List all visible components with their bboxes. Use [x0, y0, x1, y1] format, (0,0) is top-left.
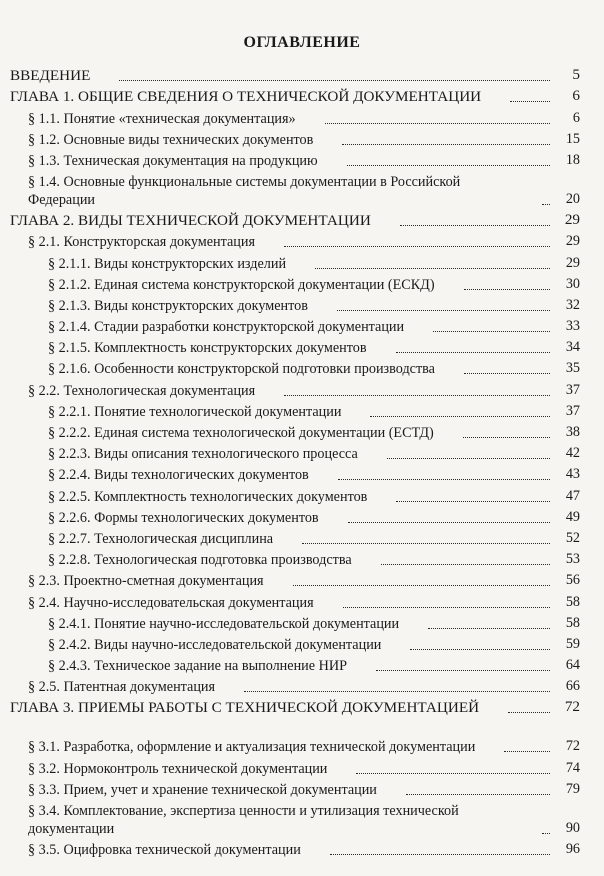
dot-leader — [337, 300, 550, 311]
toc-entry-title: § 3.5. Оцифровка технической документации — [28, 842, 301, 858]
toc-entry[interactable] — [0, 527, 604, 548]
toc-entry-title: § 2.2.3. Виды описания технологического процесса — [48, 446, 358, 463]
toc-entry-page-number: 56 — [565, 572, 580, 589]
toc-entry-page-number: 37 — [565, 381, 580, 398]
toc-entry-title: § 2.2.4. Виды технологических документов — [48, 467, 309, 484]
dot-leader — [284, 236, 550, 247]
toc-entry-page-number: 34 — [565, 339, 580, 356]
dot-leader — [508, 702, 550, 713]
toc-entry-page-number: 72 — [565, 738, 580, 755]
toc-entry[interactable] — [0, 590, 604, 611]
toc-entry-page-number: 49 — [565, 508, 580, 525]
toc-entry[interactable] — [0, 400, 604, 421]
toc-entry[interactable] — [0, 548, 604, 569]
dot-leader — [400, 215, 550, 226]
toc-entry-page-number: 72 — [564, 698, 580, 716]
toc-entry-title: § 2.2. Технологическая документация — [28, 382, 256, 399]
toc-entry-title: § 1.3. Техническая документация на продукцию — [28, 152, 318, 169]
toc-entry[interactable] — [0, 612, 604, 633]
toc-entry[interactable] — [0, 378, 604, 399]
toc-entry-page-number: 29 — [565, 233, 580, 250]
toc-entry-title: § 3.3. Прием, учет и хранение технической документации — [28, 781, 377, 798]
toc-entry-title: ГЛАВА 1. ОБЩИЕ СВЕДЕНИЯ О ТЕХНИЧЕСКОЙ ДОКУМЕНТАЦИИ — [10, 88, 482, 106]
dot-leader — [293, 575, 550, 586]
dot-leader — [542, 823, 550, 834]
dot-leader — [387, 448, 550, 459]
dot-leader — [370, 406, 550, 417]
toc-entry-title: § 2.4. Научно-исследовательская документация — [28, 594, 314, 611]
toc-entry-page-number: 38 — [565, 424, 580, 440]
toc-entry-page-number: 74 — [565, 759, 580, 776]
toc-entry[interactable] — [0, 357, 604, 378]
toc-entry-page-number: 43 — [565, 466, 580, 483]
toc-entry[interactable] — [0, 315, 604, 336]
toc-entry-title: ГЛАВА 3. ПРИЕМЫ РАБОТЫ С ТЕХНИЧЕСКОЙ ДОКУМЕНТАЦИЕЙ — [10, 699, 480, 717]
toc-entry-title: § 1.2. Основные виды технических документов — [28, 131, 314, 148]
page-title: ОГЛАВЛЕНИЕ — [243, 34, 361, 51]
toc-entry-page-number: 20 — [565, 190, 580, 207]
toc-entry-title: § 2.1.6. Особенности конструкторской подготовки производства — [48, 361, 435, 378]
toc-entry-title: § 2.2.2. Единая система технологической документации (ЕСТД) — [48, 425, 434, 441]
toc-entry[interactable] — [0, 463, 604, 484]
dot-leader — [410, 639, 550, 650]
dot-leader — [325, 113, 550, 124]
toc-entry-title: § 1.4. Основные функциональные системы документации в Российской Федерации — [28, 173, 461, 208]
toc-entry-page-number: 35 — [565, 360, 580, 377]
toc-entry-page-number: 29 — [564, 211, 580, 229]
toc-entry-page-number: 5 — [572, 66, 580, 84]
toc-entry-page-number: 58 — [565, 593, 580, 610]
toc-entry[interactable] — [0, 799, 604, 838]
toc-entry-title: § 2.2.1. Понятие технологической документации — [48, 403, 342, 420]
toc-entry-title: § 2.2.7. Технологическая дисциплина — [48, 530, 274, 547]
toc-entry-page-number: 37 — [565, 402, 580, 419]
dot-leader — [406, 784, 550, 795]
toc-entry-page-number: 58 — [565, 614, 580, 631]
dot-leader — [504, 741, 550, 752]
toc-entry-page-number: 59 — [565, 635, 580, 652]
table-of-contents — [0, 64, 604, 859]
dot-leader — [347, 155, 550, 166]
toc-entry-page-number: 15 — [565, 130, 580, 147]
toc-entry[interactable] — [0, 421, 604, 442]
toc-entry-page-number: 18 — [565, 151, 580, 168]
toc-entry[interactable] — [0, 230, 604, 251]
dot-leader — [119, 70, 550, 81]
toc-entry[interactable] — [0, 675, 604, 696]
dot-leader — [302, 533, 550, 544]
dot-leader — [428, 618, 550, 629]
toc-entry[interactable] — [0, 273, 604, 294]
toc-entry-page-number: 52 — [565, 529, 580, 546]
dot-leader — [356, 763, 550, 774]
dot-leader — [348, 512, 550, 523]
dot-leader — [396, 491, 550, 502]
dot-leader — [342, 134, 550, 145]
toc-entry-title: § 2.2.5. Комплектность технологических документов — [48, 488, 368, 505]
toc-entry-title: § 2.3. Проектно-сметная документация — [28, 573, 264, 590]
toc-entry-title: § 2.1.4. Стадии разработки конструкторской документации — [48, 319, 405, 336]
toc-entry-title: § 2.1.5. Комплектность конструкторских документов — [48, 340, 367, 357]
toc-entry[interactable] — [0, 294, 604, 315]
toc-entry[interactable] — [0, 209, 604, 230]
dot-leader — [381, 554, 550, 565]
toc-entry-title: § 2.2.8. Технологическая подготовка производства — [48, 552, 352, 569]
dot-leader — [433, 321, 550, 332]
toc-entry-title: § 3.2. Нормоконтроль технической документации — [28, 760, 328, 777]
toc-entry-page-number: 90 — [565, 819, 580, 836]
toc-entry[interactable] — [0, 756, 604, 777]
toc-entry[interactable] — [0, 484, 604, 505]
toc-entry[interactable] — [0, 778, 604, 799]
toc-entry-page-number: 30 — [565, 275, 580, 292]
toc-entry-title: § 2.1.2. Единая система конструкторской документации (ЕСКД) — [48, 276, 435, 293]
toc-entry-title: ГЛАВА 2. ВИДЫ ТЕХНИЧЕСКОЙ ДОКУМЕНТАЦИИ — [10, 212, 371, 230]
toc-entry-title: § 2.4.1. Понятие научно-исследовательской документации — [48, 615, 400, 632]
dot-leader — [338, 469, 550, 480]
toc-entry[interactable] — [0, 170, 604, 209]
toc-entry[interactable] — [0, 569, 604, 590]
toc-entry[interactable] — [0, 442, 604, 463]
dot-leader — [542, 194, 550, 205]
toc-entry-page-number: 79 — [565, 780, 580, 797]
toc-entry[interactable] — [0, 128, 604, 149]
toc-entry[interactable] — [0, 85, 604, 106]
dot-leader — [330, 844, 550, 855]
toc-entry[interactable] — [0, 506, 604, 527]
toc-entry[interactable] — [0, 633, 604, 654]
toc-entry-page-number: 6 — [572, 109, 580, 126]
dot-leader — [464, 363, 550, 374]
toc-entry-title: § 2.1.3. Виды конструкторских документов — [48, 297, 308, 314]
dot-leader — [463, 427, 550, 438]
dot-leader — [396, 342, 550, 353]
toc-entry-title: § 2.1.1. Виды конструкторских изделий — [48, 255, 287, 272]
toc-entry-page-number: 47 — [565, 487, 580, 504]
dot-leader — [284, 385, 550, 396]
toc-entry-title: § 2.5. Патентная документация — [28, 679, 216, 696]
toc-entry[interactable] — [0, 106, 604, 127]
toc-entry-title: § 2.4.3. Техническое задание на выполнение НИР — [48, 658, 347, 675]
dot-leader — [315, 258, 550, 269]
toc-entry-page-number: 6 — [572, 87, 580, 105]
toc-entry-page-number: 33 — [565, 318, 580, 335]
dot-leader — [510, 91, 550, 102]
toc-entry[interactable] — [0, 654, 604, 675]
toc-entry[interactable] — [0, 251, 604, 272]
dot-leader — [376, 660, 550, 671]
toc-entry-page-number: 96 — [565, 841, 580, 857]
toc-entry-title: § 2.4.2. Виды научно-исследовательской документации — [48, 636, 382, 653]
toc-entry-page-number: 53 — [565, 551, 580, 568]
toc-entry-page-number: 42 — [565, 445, 580, 462]
dot-leader — [343, 597, 550, 608]
toc-entry-title: § 2.2.6. Формы технологических документов — [48, 509, 319, 526]
toc-entry-title: § 3.4. Комплектование, экспертиза ценности и утилизация технической документации — [28, 802, 459, 837]
toc-entry-title: ВВЕДЕНИЕ — [10, 67, 91, 85]
toc-entry-page-number: 66 — [565, 678, 580, 695]
toc-entry-page-number: 32 — [565, 296, 580, 313]
toc-entry[interactable] — [0, 696, 604, 717]
toc-entry-page-number: 64 — [565, 657, 580, 674]
toc-entry-title: § 3.1. Разработка, оформление и актуализация технической документации — [28, 739, 476, 756]
toc-entry-title: § 1.1. Понятие «техническая документация» — [28, 110, 296, 127]
toc-entry[interactable] — [0, 336, 604, 357]
dot-leader — [464, 279, 550, 290]
dot-leader — [244, 681, 550, 692]
toc-entry-title: § 2.1. Конструкторская документация — [28, 234, 255, 251]
toc-entry-page-number: 29 — [565, 254, 580, 271]
toc-entry[interactable] — [0, 838, 604, 859]
toc-entry[interactable] — [0, 149, 604, 170]
toc-entry[interactable] — [0, 64, 604, 85]
toc-entry[interactable] — [0, 717, 604, 756]
